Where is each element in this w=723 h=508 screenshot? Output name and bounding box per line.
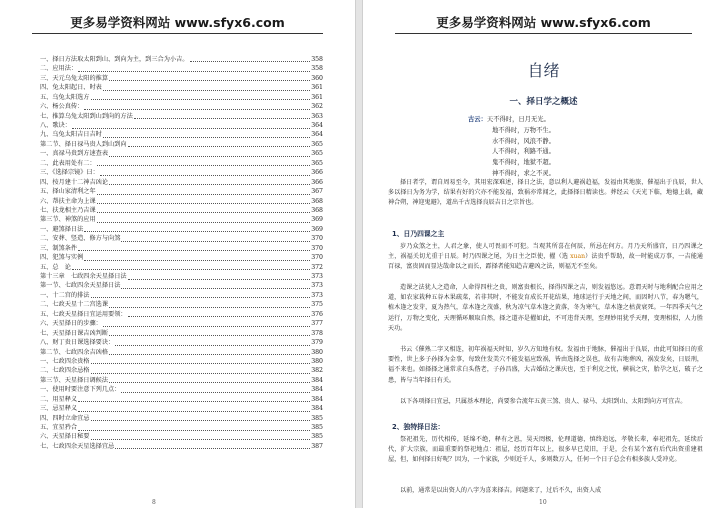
toc-entry-title: 第一节、七政四余天星择日法 <box>40 282 121 290</box>
toc-leader-dots <box>121 240 310 242</box>
toc-leader-dots <box>72 127 310 129</box>
toc-entry-title: 二、此表用处有二： <box>40 159 96 167</box>
body-paragraph: 祭祀祖先，历代相传，延绵不绝，释有之恩，昊天罔极，伦理道德，慎终追远，孝敬长辈，奉祀祖先，延续后代，扩大宗族，而最重要的祭祀地点：祖屋，经历百年以上，很多早已荒旧，于是，会有某个富有后代出资重建祖屋，但，如何择日好呢？因为，一个家族，少则近千人，多则数万人，任何一个日子总会有相多族人受冲克。 <box>388 436 703 464</box>
toc-entry-title: 一、七政四余贵格 <box>40 357 90 365</box>
toc-entry-page: 376 <box>311 310 323 318</box>
toc-entry-page: 368 <box>311 197 323 205</box>
toc-leader-dots <box>78 249 310 251</box>
toc-entry-page: 365 <box>311 140 323 148</box>
table-of-contents <box>40 55 323 451</box>
toc-entry[interactable] <box>40 168 323 177</box>
toc-entry-title: 四、兔太阳起日、时表 <box>40 84 102 92</box>
toc-leader-dots <box>91 372 311 374</box>
toc-leader-dots <box>115 344 310 346</box>
body-paragraph: 择日者学，谓自周易至今，其用宏深难述，择日之法，意以利人避祸趋福，发福由其地旅，催福出于良辰，世人多以择日为务为学，结果有好的穴亦不能发福，致祸亦常闻之，此择择日精读也。葬经云《天光下临，地德上载，藏神合朔，神迎鬼避》，道出千古选择良辰吉日之宗旨也。 <box>388 179 703 207</box>
toc-entry[interactable] <box>40 74 323 83</box>
toc-entry[interactable] <box>40 338 323 347</box>
toc-leader-dots <box>97 202 311 204</box>
toc-entry[interactable] <box>40 433 323 442</box>
toc-entry[interactable] <box>40 253 323 262</box>
toc-entry-page: 377 <box>311 320 323 328</box>
toc-leader-dots <box>97 221 311 223</box>
toc-entry-page: 364 <box>311 131 323 139</box>
toc-entry-page: 382 <box>311 367 323 375</box>
toc-entry-page: 378 <box>311 329 323 337</box>
left-page <box>0 0 356 508</box>
toc-leader-dots <box>78 410 310 412</box>
toc-entry-page: 361 <box>311 93 323 101</box>
toc-entry-title: 五、择山家清利之年 <box>40 188 96 196</box>
toc-entry-page: 385 <box>311 433 323 441</box>
verse-line: 古云：天不得时，日月无光。 <box>468 116 550 123</box>
verse-line: 人不得时，利路不通。 <box>492 148 555 156</box>
pinyin-annotation: xuan <box>570 253 586 261</box>
toc-entry-page: 370 <box>311 235 323 243</box>
toc-entry[interactable] <box>40 234 323 243</box>
toc-leader-dots <box>103 136 310 138</box>
toc-entry-page: 380 <box>311 357 323 365</box>
toc-leader-dots <box>78 429 310 431</box>
toc-entry[interactable] <box>40 263 323 272</box>
toc-entry[interactable] <box>40 385 323 394</box>
toc-entry-page: 368 <box>311 206 323 214</box>
toc-leader-dots <box>103 325 310 327</box>
toc-entry-page: 375 <box>311 301 323 309</box>
toc-entry-page: 372 <box>311 263 323 271</box>
toc-entry-page: 385 <box>311 414 323 422</box>
toc-entry-title: 二、用星释义 <box>40 395 78 403</box>
toc-entry-page: 367 <box>311 188 323 196</box>
toc-entry[interactable] <box>40 366 323 375</box>
toc-entry-page: 384 <box>311 395 323 403</box>
toc-leader-dots <box>100 174 310 176</box>
subheading: 2、独特择日法： <box>392 423 445 431</box>
toc-leader-dots <box>78 400 310 402</box>
toc-entry-title: 第三节、神煞的应用 <box>40 216 96 224</box>
toc-entry-title: 第二节、七政四余吉凶格 <box>40 348 109 356</box>
toc-leader-dots <box>91 438 311 440</box>
subheading: 1、日乃四课之主 <box>392 230 445 238</box>
section-title: 一、择日学之概述 <box>509 97 578 107</box>
toc-entry[interactable] <box>40 102 323 111</box>
toc-entry-title: 八、歌诀： <box>40 122 71 130</box>
toc-entry[interactable] <box>40 112 323 121</box>
toc-entry-title: 六、天星择日的步骤： <box>40 320 102 328</box>
right-page-header: 更多易学资料网站 www.sfyx6.com <box>436 15 651 30</box>
toc-entry-title: 四、犯煞与实例 <box>40 254 84 262</box>
toc-entry[interactable] <box>40 348 323 357</box>
toc-entry[interactable] <box>40 282 323 291</box>
toc-entry[interactable] <box>40 404 323 413</box>
toc-entry[interactable] <box>40 272 323 281</box>
toc-entry[interactable] <box>40 131 323 140</box>
toc-entry-title: 五、宜星矜合 <box>40 424 78 432</box>
toc-entry[interactable] <box>40 149 323 158</box>
toc-entry-title: 七、扶龙相主乃吉课 <box>40 206 96 214</box>
right-page-number: 10 <box>539 499 547 506</box>
toc-entry-page: 385 <box>311 424 323 432</box>
toc-entry-title: 五、乌兔太阳选方 <box>40 93 90 101</box>
toc-leader-dots <box>91 362 311 364</box>
toc-entry-title: 七、天星择日课吉凶判断 <box>40 329 109 337</box>
toc-entry-title: 二、七政天星十二宫选课 <box>40 301 109 309</box>
toc-entry-title: 五、七政天星择日宜运用要领： <box>40 310 127 318</box>
toc-entry-title: 一、使用时要注意下列几点： <box>40 386 121 394</box>
toc-entry-title: 三、制煞条件 <box>40 244 78 252</box>
toc-entry[interactable] <box>40 310 323 319</box>
toc-entry-page: 364 <box>311 122 323 130</box>
toc-entry-page: 379 <box>311 339 323 347</box>
verse-line: 鬼不得时，地狱不超。 <box>492 159 555 167</box>
toc-entry[interactable] <box>40 300 323 309</box>
left-page-header: 更多易学资料网站 www.sfyx6.com <box>70 15 285 30</box>
toc-entry-page: 380 <box>311 348 323 356</box>
body-paragraph: 造课之法犹人之造命，人命得四柱之贵，则富贵根长，择得四课之吉，则发福悠远。意谓天时与地利配合应用之道，如农家栽种五谷木果疏菜，若非其时，不能发育成长开花结果，地球运行于天地之间，而因时八节，春为嗯气，植木逢之发芽，夏为热气，草木逢之茂盛，秋为凉气草木逢之黄落，冬为寒气，草木逢之枯黄衰死。一年四季天气之运行，万物之变化，天理循环顺取自然，择之道亦是擢如此，不可违背天理，至理妙用犹乎天理，变理相似，人力胜天功。 <box>388 284 703 332</box>
toc-entry-page: 369 <box>311 225 323 233</box>
toc-leader-dots <box>91 98 311 100</box>
toc-entry-title: 一、择日方法取太阳到山、到向为主，到三合为小吉。 <box>40 55 189 63</box>
right-header-rule <box>395 33 692 34</box>
toc-entry[interactable] <box>40 55 323 64</box>
toc-leader-dots <box>97 164 311 166</box>
left-page-number: 8 <box>152 499 156 506</box>
toc-leader-dots <box>121 391 310 393</box>
toc-entry[interactable] <box>40 442 323 451</box>
toc-entry-title: 六、杨公真传： <box>40 103 84 111</box>
toc-entry[interactable] <box>40 225 323 234</box>
toc-entry-page: 366 <box>311 169 323 177</box>
toc-leader-dots <box>84 230 310 232</box>
toc-entry-title: 二、安葬、竖造、修方与向煞 <box>40 235 121 243</box>
toc-entry-title: 一、真禄马贵到方速查表 <box>40 150 109 158</box>
toc-entry[interactable] <box>40 376 323 385</box>
toc-entry[interactable] <box>40 215 323 224</box>
toc-entry-title: 三、《选择宗镜》曰： <box>40 169 99 177</box>
toc-entry-title: 一、避煞择日法 <box>40 225 84 233</box>
toc-entry-title: 六、天星择日秘要 <box>40 433 90 441</box>
verse-line: 水不得时，风浪不静。 <box>492 137 555 145</box>
toc-leader-dots <box>109 381 310 383</box>
toc-entry-page: 366 <box>311 178 323 186</box>
toc-entry-page: 384 <box>311 386 323 394</box>
toc-leader-dots <box>115 447 310 449</box>
toc-leader-dots <box>109 183 310 185</box>
toc-leader-dots <box>109 334 310 336</box>
toc-entry-page: 362 <box>311 103 323 111</box>
left-header-rule <box>32 33 323 34</box>
toc-entry[interactable] <box>40 187 323 196</box>
toc-entry[interactable] <box>40 357 323 366</box>
toc-entry-title: 二、七政四余忌格 <box>40 367 90 375</box>
toc-entry-page: 361 <box>311 84 323 92</box>
toc-entry-page: 363 <box>311 112 323 120</box>
toc-entry-page: 370 <box>311 244 323 252</box>
toc-entry-title: 九、乌兔太阳吉日吉时 <box>40 131 102 139</box>
toc-entry-title: 二、应用法： <box>40 65 78 73</box>
toc-entry-page: 373 <box>311 291 323 299</box>
toc-leader-dots <box>91 419 311 421</box>
toc-entry[interactable] <box>40 395 323 404</box>
toc-entry-page: 369 <box>311 216 323 224</box>
toc-entry-page: 384 <box>311 405 323 413</box>
toc-leader-dots <box>128 145 311 147</box>
toc-entry[interactable] <box>40 64 323 73</box>
toc-entry-title: 四、按月建十二神吉凶论 <box>40 178 109 186</box>
toc-entry-page: 360 <box>311 74 323 82</box>
toc-leader-dots <box>128 315 311 317</box>
toc-entry[interactable] <box>40 423 323 432</box>
toc-entry[interactable] <box>40 319 323 328</box>
toc-entry[interactable] <box>40 140 323 149</box>
toc-entry-page: 387 <box>311 442 323 450</box>
toc-entry[interactable] <box>40 83 323 92</box>
toc-entry[interactable] <box>40 414 323 423</box>
toc-entry-page: 358 <box>311 55 323 63</box>
toc-leader-dots <box>72 268 310 270</box>
toc-leader-dots <box>109 306 310 308</box>
toc-entry[interactable] <box>40 93 323 102</box>
toc-entry[interactable] <box>40 244 323 253</box>
toc-leader-dots <box>128 278 311 280</box>
toc-entry-title: 八、财丁贵日课选择要诀： <box>40 339 115 347</box>
toc-entry-title: 三、天元乌兔太阳的推算 <box>40 74 109 82</box>
toc-leader-dots <box>84 108 310 110</box>
verse-line: 地不得时，万物不生。 <box>492 126 555 134</box>
toc-entry-page: 358 <box>311 65 323 73</box>
right-page <box>362 0 723 508</box>
toc-entry[interactable] <box>40 121 323 130</box>
toc-entry[interactable] <box>40 197 323 206</box>
toc-entry-title: 三、忌星释义 <box>40 405 78 413</box>
body-paragraph: 岁乃众煞之主，人君之象，使人可畏而不可犯。当观其所喜在何辰，所忌在何方。月乃天所盛宫，日乃四课之主，祸福关切尤重于日辰。时乃四课之尾，为日主之臣使，擢（选 xuan）法贵乎帮助，故一时能成万事，一吉能通百禄，富贵固而显达哉命以之而长，霹择者能知趋吉避凶之法，则福无不至矣。 <box>388 243 703 271</box>
toc-entry-title: 五、总 论 <box>40 263 71 271</box>
toc-leader-dots <box>134 117 310 119</box>
toc-entry-title: 第二节、择日禄马贵人到山到向 <box>40 140 127 148</box>
toc-entry-title: 第十三章 七政四余天星择日法 <box>40 273 127 281</box>
toc-leader-dots <box>78 70 310 72</box>
toc-entry[interactable] <box>40 206 323 215</box>
body-paragraph: 以下各项择日宜忌，只属基本理论，尚要参合流年五黄三煞、贵人、禄马、太阳到山、太阳到向方可宜吉。 <box>400 398 687 405</box>
toc-entry-page: 373 <box>311 273 323 281</box>
toc-entry-title: 第三节、天星择日调候法 <box>40 376 109 384</box>
toc-entry[interactable] <box>40 178 323 187</box>
toc-leader-dots <box>109 155 310 157</box>
toc-entry[interactable] <box>40 159 323 168</box>
toc-entry-page: 373 <box>311 282 323 290</box>
toc-leader-dots <box>97 193 311 195</box>
toc-entry-page: 365 <box>311 159 323 167</box>
verse-label: 古云： <box>468 116 487 123</box>
toc-leader-dots <box>109 353 310 355</box>
toc-entry-title: 七、七政四余天星选择宜忌 <box>40 442 115 450</box>
toc-leader-dots <box>190 60 311 62</box>
toc-entry-title: 六、帮扶主命为上课 <box>40 197 96 205</box>
toc-leader-dots <box>109 79 310 81</box>
toc-entry-title: 一、十二宫的排法 <box>40 291 90 299</box>
body-paragraph: 以前，通常是以出资人的八字为喜来择吉。问题来了，过后不久，出资人成 <box>400 487 602 494</box>
toc-entry-title: 七、推算乌兔太阳到山到向的方法 <box>40 112 133 120</box>
chapter-title: 自绪 <box>527 61 560 80</box>
toc-entry-page: 365 <box>311 150 323 158</box>
verse-block <box>468 115 555 180</box>
toc-leader-dots <box>84 259 310 261</box>
toc-entry-page: 384 <box>311 376 323 384</box>
toc-leader-dots <box>97 211 311 213</box>
toc-leader-dots <box>91 296 311 298</box>
toc-entry-page: 370 <box>311 254 323 262</box>
toc-leader-dots <box>121 287 310 289</box>
toc-entry[interactable] <box>40 329 323 338</box>
toc-entry[interactable] <box>40 291 323 300</box>
toc-leader-dots <box>103 89 310 91</box>
toc-entry-title: 四、四时立命宜忌 <box>40 414 90 422</box>
body-paragraph: 书云《催熟二字又相连，初年祸福天时知，岁久方知地有权。发福由于地脉，催福出于良辰，由此可知择日的重要性，世上多子孙择为金事，每致住发美穴不能发福应致祸，皆由选择之误也，故有吉地葬凶，祸发发矣，日辰刑，福不来也。如择择之通常求白头偕老，子孙昌盛，大吉婚结之课庆也，至于利克之忧，横祸之灾，胎孕之厄，破子之患，皆与当年择日有关。 <box>388 346 703 384</box>
verse-line: 神不得时，求之不灵。 <box>492 169 555 177</box>
